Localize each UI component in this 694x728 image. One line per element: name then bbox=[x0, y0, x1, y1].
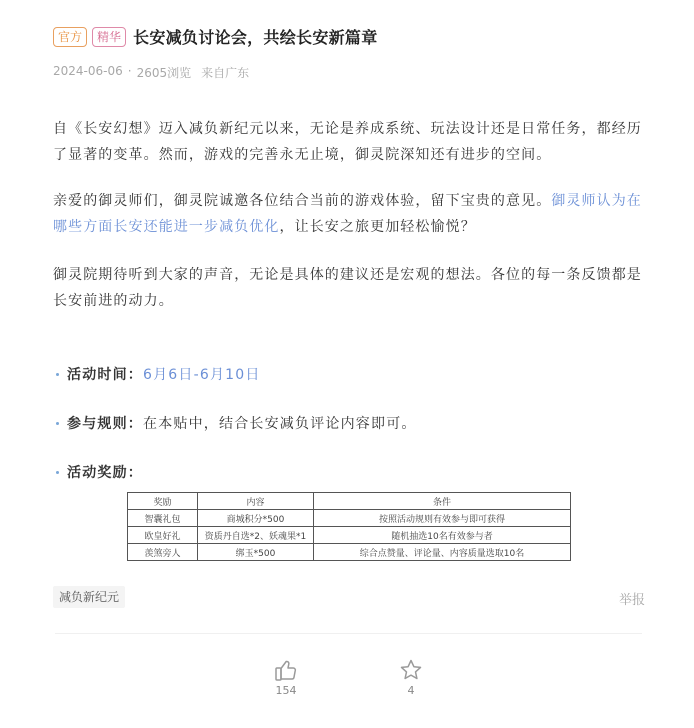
cell-reward: 羡煞旁人 bbox=[128, 544, 198, 561]
paragraph-expect: 御灵院期待听到大家的声音，无论是具体的建议还是宏观的想法。各位的每一条反馈都是长安前进的动力。 bbox=[53, 267, 642, 309]
cell-condition: 随机抽选10名有效参与者 bbox=[314, 527, 571, 544]
header-condition: 条件 bbox=[314, 493, 571, 510]
favorite-count: 4 bbox=[407, 684, 415, 697]
header-reward: 奖励 bbox=[128, 493, 198, 510]
table-row bbox=[128, 527, 571, 544]
cell-reward: 智囊礼包 bbox=[128, 510, 198, 527]
star-icon bbox=[399, 658, 423, 682]
official-tag: 官方 bbox=[53, 27, 87, 47]
bullet-dot-icon bbox=[56, 373, 59, 376]
bullet-rewards bbox=[56, 462, 143, 482]
paragraph-intro: 自《长安幻想》迈入减负新纪元以来，无论是养成系统、玩法设计还是日常任务，都经历了显著的变革。然而，游戏的完善永无止境，御灵院深知还有进步的空间。 bbox=[53, 121, 642, 163]
cell-content: 商城积分*500 bbox=[198, 510, 314, 527]
post-location: 来自广东 bbox=[201, 66, 250, 80]
bullet-activity-time bbox=[56, 364, 261, 384]
invite-text: 亲爱的御灵师们，御灵院诚邀各位结合当前的游戏体验，留下宝贵的意见。 bbox=[53, 193, 552, 209]
activity-time-label: 活动时间： bbox=[67, 367, 143, 383]
report-button[interactable]: 举报 bbox=[618, 593, 645, 608]
like-count: 154 bbox=[275, 684, 297, 697]
cell-content: 绑玉*500 bbox=[198, 544, 314, 561]
cell-condition: 综合点赞量、评论量、内容质量选取10名 bbox=[314, 544, 571, 561]
post-title: 长安减负讨论会，共绘长安新篇章 bbox=[133, 28, 378, 47]
elite-tag: 精华 bbox=[92, 27, 126, 47]
invite-text-end: ，让长安之旅更加轻松愉悦？ bbox=[279, 219, 476, 235]
topic-tag[interactable]: 减负新纪元 bbox=[53, 586, 125, 608]
bullet-dot-icon bbox=[56, 471, 59, 474]
meta-separator: · bbox=[127, 64, 132, 78]
paragraph-invite bbox=[53, 188, 648, 240]
rules-label: 参与规则： bbox=[67, 416, 143, 432]
post-meta bbox=[53, 64, 249, 81]
post-header bbox=[53, 25, 378, 48]
header-content: 内容 bbox=[198, 493, 314, 510]
like-button[interactable] bbox=[274, 658, 298, 697]
rewards-label: 活动奖励： bbox=[67, 465, 143, 481]
post-date: 2024-06-06 bbox=[53, 64, 123, 78]
view-count: 2605浏览 bbox=[136, 66, 192, 80]
rules-value: 在本贴中，结合长安减负评论内容即可。 bbox=[143, 416, 417, 432]
highlight-question-link[interactable]: 御灵师认为在哪些方面长安还能进一步减负优化 bbox=[53, 193, 642, 235]
table-row bbox=[128, 544, 571, 561]
favorite-button[interactable] bbox=[399, 658, 423, 697]
thumbs-up-icon bbox=[274, 658, 298, 682]
rewards-table bbox=[127, 492, 571, 561]
cell-condition: 按照活动规则有效参与即可获得 bbox=[314, 510, 571, 527]
table-row bbox=[128, 510, 571, 527]
cell-reward: 欧皇好礼 bbox=[128, 527, 198, 544]
table-header-row bbox=[128, 493, 571, 510]
divider bbox=[55, 633, 642, 634]
bullet-dot-icon bbox=[56, 422, 59, 425]
activity-time-value: 6月6日-6月10日 bbox=[143, 367, 261, 383]
cell-content: 资质丹自选*2、妖魂果*1 bbox=[198, 527, 314, 544]
bullet-rules bbox=[56, 413, 417, 433]
